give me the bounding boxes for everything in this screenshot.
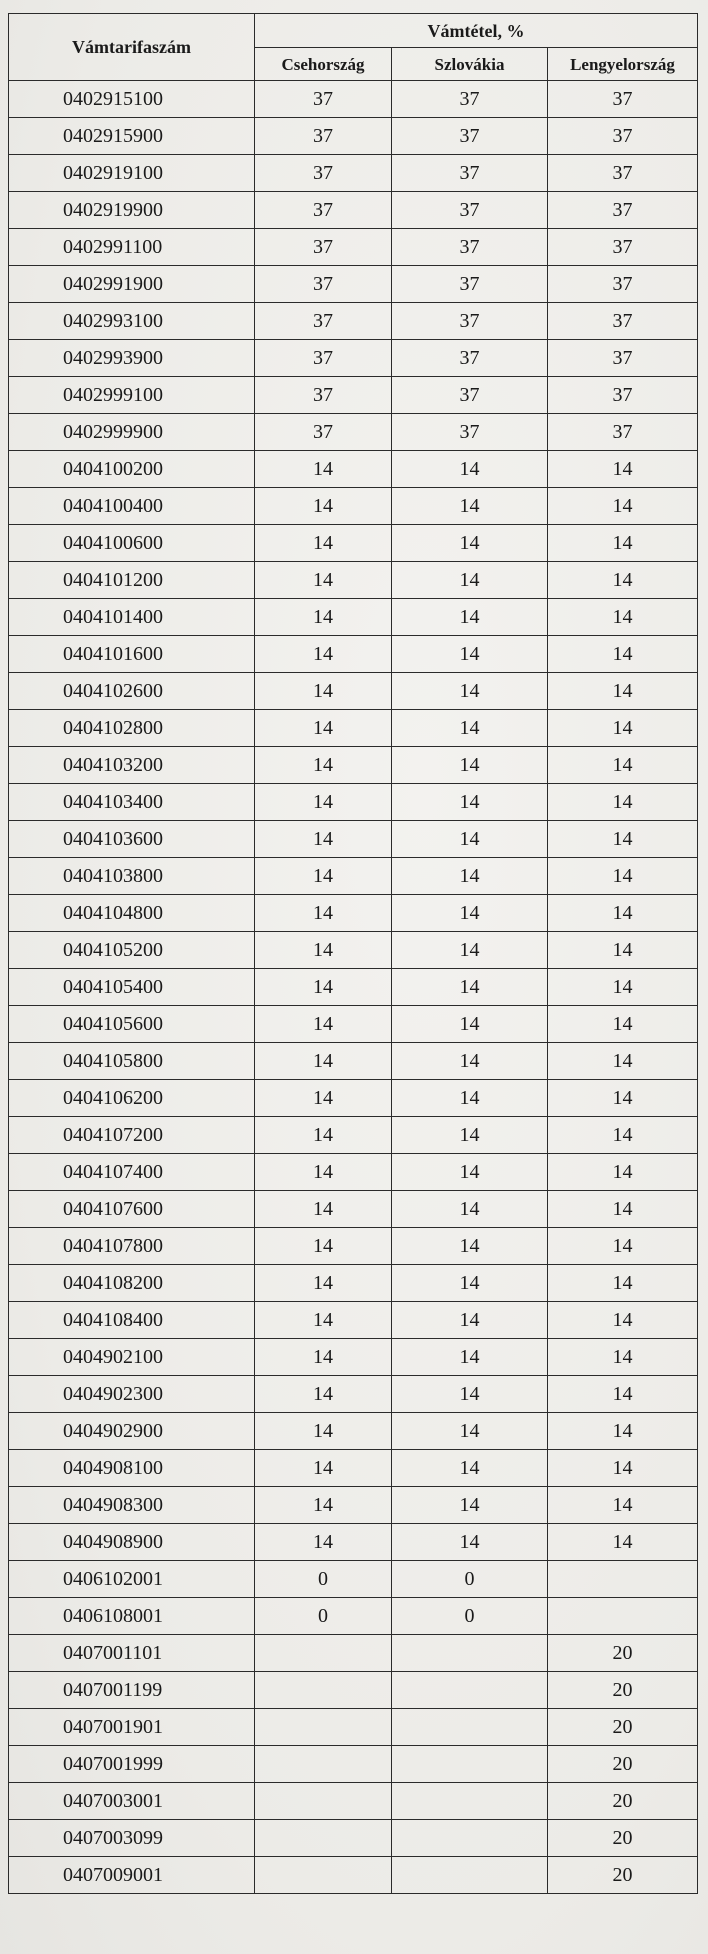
table-row — [9, 192, 698, 229]
code-cell: 0404103200 — [9, 747, 255, 784]
table-row — [9, 673, 698, 710]
rate-cell-sk: 14 — [392, 1487, 548, 1524]
rate-cell-pl: 14 — [548, 451, 698, 488]
code-cell: 0404103400 — [9, 784, 255, 821]
table-row — [9, 821, 698, 858]
rate-cell-sk: 37 — [392, 377, 548, 414]
rate-cell-pl: 37 — [548, 377, 698, 414]
rate-cell-cz — [255, 1635, 392, 1672]
table-header — [9, 14, 698, 81]
table-row — [9, 266, 698, 303]
rate-cell-cz — [255, 1857, 392, 1894]
code-cell: 0404100200 — [9, 451, 255, 488]
rate-cell-cz: 14 — [255, 821, 392, 858]
rate-cell-cz: 14 — [255, 488, 392, 525]
code-cell: 0407003099 — [9, 1820, 255, 1857]
table-row — [9, 895, 698, 932]
rate-cell-sk: 14 — [392, 969, 548, 1006]
code-cell: 0404902300 — [9, 1376, 255, 1413]
rate-cell-cz: 14 — [255, 1228, 392, 1265]
code-cell: 0402991900 — [9, 266, 255, 303]
table-row — [9, 562, 698, 599]
rate-cell-pl: 37 — [548, 229, 698, 266]
rate-cell-sk: 14 — [392, 1080, 548, 1117]
rate-cell-pl: 20 — [548, 1746, 698, 1783]
table-row — [9, 155, 698, 192]
rate-cell-cz: 14 — [255, 1524, 392, 1561]
table-row — [9, 1783, 698, 1820]
code-cell: 0404107200 — [9, 1117, 255, 1154]
code-cell: 0402915900 — [9, 118, 255, 155]
rate-cell-sk — [392, 1672, 548, 1709]
rate-cell-cz: 37 — [255, 118, 392, 155]
rate-cell-sk: 0 — [392, 1561, 548, 1598]
rate-cell-pl: 20 — [548, 1857, 698, 1894]
table-row — [9, 81, 698, 118]
header-country-sk: Szlovákia — [392, 48, 548, 81]
code-cell: 0402999100 — [9, 377, 255, 414]
rate-cell-pl: 14 — [548, 1302, 698, 1339]
rate-cell-sk: 37 — [392, 229, 548, 266]
rate-cell-sk: 37 — [392, 303, 548, 340]
rate-cell-cz: 14 — [255, 710, 392, 747]
code-cell: 0402999900 — [9, 414, 255, 451]
code-cell: 0404108400 — [9, 1302, 255, 1339]
rate-cell-sk: 14 — [392, 599, 548, 636]
rate-cell-sk: 14 — [392, 1413, 548, 1450]
rate-cell-pl: 37 — [548, 155, 698, 192]
rate-cell-cz: 0 — [255, 1598, 392, 1635]
code-cell: 0407001901 — [9, 1709, 255, 1746]
rate-cell-pl: 14 — [548, 1413, 698, 1450]
rate-cell-sk: 14 — [392, 858, 548, 895]
rate-cell-cz: 37 — [255, 192, 392, 229]
table-row — [9, 1265, 698, 1302]
rate-cell-pl: 14 — [548, 969, 698, 1006]
rate-cell-pl: 14 — [548, 784, 698, 821]
rate-cell-sk — [392, 1820, 548, 1857]
rate-cell-pl: 14 — [548, 821, 698, 858]
rate-cell-cz: 14 — [255, 1154, 392, 1191]
code-cell: 0406102001 — [9, 1561, 255, 1598]
table-row — [9, 1154, 698, 1191]
code-cell: 0404105800 — [9, 1043, 255, 1080]
rate-cell-cz — [255, 1783, 392, 1820]
code-cell: 0404107800 — [9, 1228, 255, 1265]
table-row — [9, 710, 698, 747]
table-row — [9, 784, 698, 821]
code-cell: 0406108001 — [9, 1598, 255, 1635]
rate-cell-sk: 14 — [392, 673, 548, 710]
rate-cell-cz: 14 — [255, 1043, 392, 1080]
code-cell: 0404908300 — [9, 1487, 255, 1524]
rate-cell-cz — [255, 1672, 392, 1709]
rate-cell-pl — [548, 1561, 698, 1598]
table-row — [9, 451, 698, 488]
rate-cell-pl: 37 — [548, 118, 698, 155]
rate-cell-pl: 14 — [548, 1228, 698, 1265]
table-row — [9, 1191, 698, 1228]
rate-cell-pl: 14 — [548, 1339, 698, 1376]
code-cell: 0404902100 — [9, 1339, 255, 1376]
rate-cell-cz — [255, 1709, 392, 1746]
code-cell: 0404902900 — [9, 1413, 255, 1450]
table-row — [9, 1524, 698, 1561]
code-cell: 0404101200 — [9, 562, 255, 599]
rate-cell-sk: 14 — [392, 1302, 548, 1339]
table-body — [9, 81, 698, 1894]
rate-cell-cz: 37 — [255, 229, 392, 266]
table-row — [9, 1043, 698, 1080]
header-country-pl: Lengyelország — [548, 48, 698, 81]
rate-cell-cz — [255, 1820, 392, 1857]
rate-cell-sk: 14 — [392, 1006, 548, 1043]
code-cell: 0404102600 — [9, 673, 255, 710]
table-row — [9, 747, 698, 784]
rate-cell-sk: 37 — [392, 155, 548, 192]
rate-cell-sk: 14 — [392, 488, 548, 525]
rate-cell-cz: 14 — [255, 1117, 392, 1154]
rate-cell-sk: 14 — [392, 710, 548, 747]
table-row — [9, 1117, 698, 1154]
table-row — [9, 1857, 698, 1894]
table-row — [9, 858, 698, 895]
rate-cell-sk: 37 — [392, 266, 548, 303]
code-cell: 0402915100 — [9, 81, 255, 118]
rate-cell-pl: 14 — [548, 1080, 698, 1117]
rate-cell-cz — [255, 1746, 392, 1783]
rate-cell-pl: 14 — [548, 525, 698, 562]
rate-cell-cz: 14 — [255, 895, 392, 932]
rate-cell-cz: 37 — [255, 155, 392, 192]
code-cell: 0404105400 — [9, 969, 255, 1006]
rate-cell-pl: 14 — [548, 1191, 698, 1228]
code-cell: 0404103800 — [9, 858, 255, 895]
rate-cell-pl: 20 — [548, 1783, 698, 1820]
rate-cell-cz: 37 — [255, 81, 392, 118]
rate-cell-sk: 14 — [392, 1154, 548, 1191]
code-cell: 0404107400 — [9, 1154, 255, 1191]
code-cell: 0404106200 — [9, 1080, 255, 1117]
rate-cell-cz: 14 — [255, 1487, 392, 1524]
rate-cell-sk: 0 — [392, 1598, 548, 1635]
rate-cell-cz: 14 — [255, 747, 392, 784]
table-row — [9, 229, 698, 266]
code-cell: 0402991100 — [9, 229, 255, 266]
table-row — [9, 414, 698, 451]
rate-cell-pl: 14 — [548, 1006, 698, 1043]
table-row — [9, 1746, 698, 1783]
code-cell: 0402993100 — [9, 303, 255, 340]
code-cell: 0404104800 — [9, 895, 255, 932]
rate-cell-cz: 14 — [255, 1450, 392, 1487]
rate-cell-cz: 14 — [255, 1339, 392, 1376]
table-row — [9, 1006, 698, 1043]
table-row — [9, 1635, 698, 1672]
rate-cell-sk — [392, 1746, 548, 1783]
rate-cell-sk: 14 — [392, 821, 548, 858]
rate-cell-sk: 37 — [392, 118, 548, 155]
rate-cell-cz: 37 — [255, 266, 392, 303]
rate-cell-pl: 14 — [548, 1154, 698, 1191]
code-cell: 0404103600 — [9, 821, 255, 858]
rate-cell-pl: 37 — [548, 414, 698, 451]
rate-cell-pl — [548, 1598, 698, 1635]
table-row — [9, 1302, 698, 1339]
tariff-table — [8, 13, 698, 1894]
table-row — [9, 636, 698, 673]
rate-cell-pl: 37 — [548, 303, 698, 340]
rate-cell-pl: 37 — [548, 81, 698, 118]
rate-cell-sk: 14 — [392, 1228, 548, 1265]
table-row — [9, 1450, 698, 1487]
rate-cell-sk: 14 — [392, 451, 548, 488]
code-cell: 0402919900 — [9, 192, 255, 229]
rate-cell-sk: 37 — [392, 340, 548, 377]
rate-cell-sk: 37 — [392, 192, 548, 229]
table-row — [9, 1228, 698, 1265]
table-row — [9, 488, 698, 525]
table-row — [9, 1598, 698, 1635]
rate-cell-sk: 14 — [392, 1450, 548, 1487]
rate-cell-cz: 14 — [255, 1006, 392, 1043]
code-cell: 0404101400 — [9, 599, 255, 636]
code-cell: 0404107600 — [9, 1191, 255, 1228]
rate-cell-cz: 14 — [255, 636, 392, 673]
rate-cell-pl: 14 — [548, 1376, 698, 1413]
rate-cell-sk: 14 — [392, 562, 548, 599]
table-row — [9, 377, 698, 414]
header-country-cz: Csehország — [255, 48, 392, 81]
code-cell: 0402919100 — [9, 155, 255, 192]
rate-cell-cz: 14 — [255, 562, 392, 599]
code-cell: 0407001999 — [9, 1746, 255, 1783]
code-cell: 0407009001 — [9, 1857, 255, 1894]
rate-cell-pl: 14 — [548, 1450, 698, 1487]
code-cell: 0404100600 — [9, 525, 255, 562]
rate-cell-cz: 14 — [255, 932, 392, 969]
table-row — [9, 303, 698, 340]
rate-cell-cz: 37 — [255, 377, 392, 414]
table-row — [9, 340, 698, 377]
rate-cell-sk: 14 — [392, 895, 548, 932]
rate-cell-pl: 14 — [548, 932, 698, 969]
code-cell: 0404100400 — [9, 488, 255, 525]
rate-cell-pl: 14 — [548, 710, 698, 747]
rate-cell-cz: 14 — [255, 1191, 392, 1228]
rate-cell-pl: 14 — [548, 858, 698, 895]
header-tariff-code: Vámtarifaszám — [9, 14, 255, 81]
rate-cell-sk — [392, 1857, 548, 1894]
code-cell: 0407001101 — [9, 1635, 255, 1672]
rate-cell-sk: 37 — [392, 81, 548, 118]
rate-cell-cz: 37 — [255, 414, 392, 451]
rate-cell-cz: 37 — [255, 303, 392, 340]
rate-cell-pl: 37 — [548, 192, 698, 229]
rate-cell-pl: 37 — [548, 266, 698, 303]
rate-cell-pl: 14 — [548, 562, 698, 599]
code-cell: 0404102800 — [9, 710, 255, 747]
rate-cell-cz: 14 — [255, 599, 392, 636]
rate-cell-pl: 14 — [548, 636, 698, 673]
code-cell: 0404101600 — [9, 636, 255, 673]
rate-cell-pl: 14 — [548, 673, 698, 710]
table-row — [9, 1376, 698, 1413]
rate-cell-cz: 14 — [255, 858, 392, 895]
table-row — [9, 1080, 698, 1117]
rate-cell-cz: 14 — [255, 1265, 392, 1302]
table-row — [9, 1709, 698, 1746]
rate-cell-pl: 14 — [548, 747, 698, 784]
rate-cell-sk: 14 — [392, 636, 548, 673]
rate-cell-sk: 14 — [392, 1043, 548, 1080]
table-row — [9, 1672, 698, 1709]
rate-cell-cz: 14 — [255, 1413, 392, 1450]
rate-cell-cz: 14 — [255, 1302, 392, 1339]
code-cell: 0404908100 — [9, 1450, 255, 1487]
rate-cell-sk: 14 — [392, 1339, 548, 1376]
table-row — [9, 1561, 698, 1598]
rate-cell-cz: 14 — [255, 673, 392, 710]
rate-cell-sk — [392, 1709, 548, 1746]
code-cell: 0404908900 — [9, 1524, 255, 1561]
table-row — [9, 525, 698, 562]
code-cell: 0402993900 — [9, 340, 255, 377]
rate-cell-sk — [392, 1635, 548, 1672]
table-row — [9, 932, 698, 969]
rate-cell-sk: 14 — [392, 1191, 548, 1228]
code-cell: 0404108200 — [9, 1265, 255, 1302]
table-row — [9, 1413, 698, 1450]
table-row — [9, 1820, 698, 1857]
rate-cell-cz: 14 — [255, 1080, 392, 1117]
rate-cell-sk: 14 — [392, 1376, 548, 1413]
rate-cell-sk: 14 — [392, 747, 548, 784]
table-row — [9, 599, 698, 636]
rate-cell-pl: 20 — [548, 1709, 698, 1746]
rate-cell-pl: 20 — [548, 1635, 698, 1672]
code-cell: 0404105200 — [9, 932, 255, 969]
rate-cell-pl: 14 — [548, 1524, 698, 1561]
rate-cell-pl: 14 — [548, 1487, 698, 1524]
rate-cell-pl: 14 — [548, 1265, 698, 1302]
rate-cell-pl: 20 — [548, 1820, 698, 1857]
rate-cell-sk: 14 — [392, 1524, 548, 1561]
code-cell: 0404105600 — [9, 1006, 255, 1043]
table-row — [9, 1339, 698, 1376]
rate-cell-pl: 14 — [548, 1117, 698, 1154]
rate-cell-cz: 0 — [255, 1561, 392, 1598]
rate-cell-pl: 14 — [548, 895, 698, 932]
rate-cell-sk: 37 — [392, 414, 548, 451]
rate-cell-sk: 14 — [392, 932, 548, 969]
rate-cell-pl: 20 — [548, 1672, 698, 1709]
table-row — [9, 969, 698, 1006]
table-row — [9, 118, 698, 155]
code-cell: 0407003001 — [9, 1783, 255, 1820]
rate-cell-pl: 14 — [548, 1043, 698, 1080]
rate-cell-sk: 14 — [392, 525, 548, 562]
rate-cell-cz: 14 — [255, 969, 392, 1006]
rate-cell-cz: 37 — [255, 340, 392, 377]
rate-cell-sk: 14 — [392, 1265, 548, 1302]
header-duty-rate: Vámtétel, % — [255, 14, 698, 48]
rate-cell-cz: 14 — [255, 1376, 392, 1413]
code-cell: 0407001199 — [9, 1672, 255, 1709]
table-row — [9, 1487, 698, 1524]
rate-cell-sk: 14 — [392, 784, 548, 821]
rate-cell-sk — [392, 1783, 548, 1820]
rate-cell-cz: 14 — [255, 525, 392, 562]
rate-cell-cz: 14 — [255, 784, 392, 821]
rate-cell-pl: 37 — [548, 340, 698, 377]
rate-cell-cz: 14 — [255, 451, 392, 488]
rate-cell-pl: 14 — [548, 599, 698, 636]
rate-cell-sk: 14 — [392, 1117, 548, 1154]
rate-cell-pl: 14 — [548, 488, 698, 525]
